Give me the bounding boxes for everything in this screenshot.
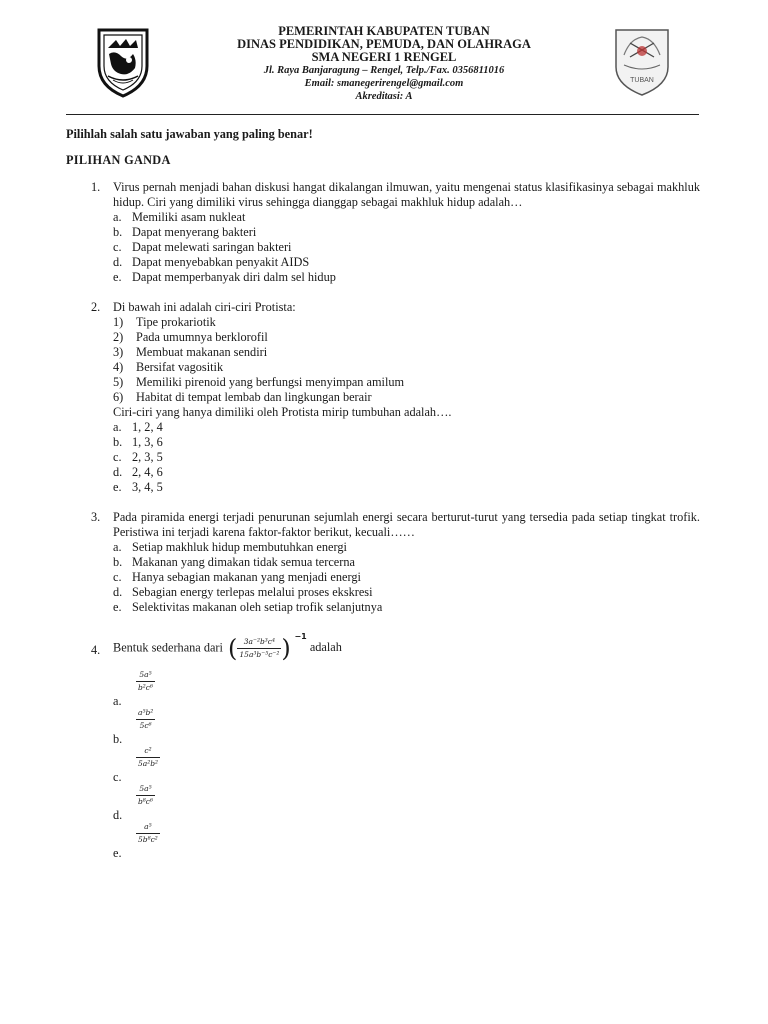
option-letter: c. (113, 770, 122, 784)
list-number: 3) (113, 345, 124, 359)
paren-close: ) (281, 634, 291, 663)
fraction-denominator: 15a³b⁻⁵c⁻² (239, 650, 280, 659)
list-item (113, 375, 700, 390)
letterhead (0, 0, 768, 118)
option-letter: b. (113, 435, 123, 449)
regency-emblem-icon (93, 26, 153, 98)
option-a (113, 210, 700, 225)
option-text: Sebagian energy terlepas melalui proses ekskresi (132, 585, 373, 599)
fraction-numerator: 3a⁻²b³c⁴ (237, 637, 281, 649)
option-letter: a. (113, 540, 122, 554)
option-fraction (136, 784, 155, 807)
fraction-numerator: 5a⁵ (136, 784, 155, 796)
question-number: 2. (91, 300, 101, 314)
question-stem: Virus pernah menjadi bahan diskusi hangat dikalangan ilmuwan, yaitu mengenai status klasifikasinya sebagai makhluk hidup. Ciri yang dimiliki virus sehingga dianggap sebagai makhluk hidup adalah… (113, 180, 700, 209)
option-fraction (136, 670, 155, 693)
question-number: 1. (91, 180, 101, 194)
school-emblem-icon (610, 27, 674, 97)
list-item (113, 390, 700, 405)
option-letter: d. (113, 585, 123, 599)
fraction-denominator: 5b⁸c² (138, 835, 158, 844)
list-number: 2) (113, 330, 124, 344)
option-a (113, 420, 700, 435)
question-2 (66, 300, 700, 495)
option-letter: a. (113, 210, 122, 224)
option-c (113, 570, 700, 585)
option-e (113, 600, 700, 615)
option-c (113, 746, 700, 784)
section-title: PILIHAN GANDA (66, 153, 171, 167)
option-letter: b. (113, 555, 123, 569)
option-text: Setiap makhluk hidup membutuhkan energi (132, 540, 347, 554)
question-number: 4. (91, 643, 101, 657)
option-text: Dapat menyerang bakteri (132, 225, 257, 239)
question-4 (66, 632, 700, 860)
list-text: Tipe prokariotik (136, 315, 216, 329)
list-item (113, 315, 700, 330)
fraction-denominator: 5c⁶ (139, 721, 152, 730)
option-e (113, 270, 700, 285)
option-e (113, 480, 700, 495)
question-1 (66, 180, 700, 285)
option-text: Hanya sebagian makanan yang menjadi energi (132, 570, 361, 584)
option-text: Dapat memperbanyak diri dalm sel hidup (132, 270, 336, 284)
question-3 (66, 510, 700, 615)
option-b (113, 435, 700, 450)
accreditation: Akreditasi: A (355, 91, 413, 102)
option-letter: c. (113, 450, 122, 464)
option-text: 2, 3, 5 (132, 450, 163, 464)
option-text: 1, 2, 4 (132, 420, 163, 434)
question-stem: Di bawah ini adalah ciri-ciri Protista: (113, 300, 296, 314)
question-prompt: Ciri-ciri yang hanya dimiliki oleh Protista mirip tumbuhan adalah…. (113, 405, 452, 419)
government-name: PEMERINTAH KABUPATEN TUBAN (278, 24, 490, 38)
list-number: 5) (113, 375, 124, 389)
option-letter: a. (113, 694, 122, 708)
option-letter: a. (113, 420, 122, 434)
option-a (113, 670, 700, 708)
question-stem: Pada piramida energi terjadi penurunan sejumlah energi secara berturut-turut yang tersedia pada setiap tingkat trofik. Peristiwa ini terjadi karena faktor-faktor berikut, kecuali…… (113, 510, 700, 539)
list-text: Habitat di tempat lembab dan lingkungan berair (136, 390, 372, 404)
option-letter: b. (113, 732, 123, 746)
option-text: Selektivitas makanan oleh setiap trofik selanjutnya (132, 600, 383, 614)
list-text: Bersifat vagositik (136, 360, 224, 374)
fraction-numerator: a⁵ (136, 822, 160, 834)
fraction-denominator: b²c⁶ (138, 683, 154, 692)
option-fraction (136, 708, 155, 731)
exam-content (66, 126, 700, 860)
list-number: 6) (113, 390, 124, 404)
option-letter: d. (113, 255, 123, 269)
expression-fraction (237, 637, 281, 660)
department-name: DINAS PENDIDIKAN, PEMUDA, DAN OLAHRAGA (237, 37, 531, 51)
fraction-denominator: b⁸c⁶ (138, 797, 154, 806)
list-item (113, 360, 700, 375)
option-text: Dapat menyebabkan penyakit AIDS (132, 255, 310, 269)
list-number: 1) (113, 315, 124, 329)
option-letter: b. (113, 225, 123, 239)
option-e (113, 822, 700, 860)
option-letter: d. (113, 808, 123, 822)
option-fraction (136, 746, 160, 769)
fraction-denominator: 5a²b² (138, 759, 159, 768)
letterhead-divider (66, 114, 699, 115)
emblem-text: TUBAN (630, 77, 654, 84)
list-item (113, 330, 700, 345)
list-number: 4) (113, 360, 124, 374)
option-letter: c. (113, 240, 122, 254)
option-c (113, 450, 700, 465)
letterhead-text (180, 25, 588, 103)
option-b (113, 555, 700, 570)
school-name: SMA NEGERI 1 RENGEL (311, 50, 457, 64)
instruction: Pilihlah salah satu jawaban yang paling benar! (66, 127, 313, 141)
option-letter: e. (113, 270, 122, 284)
option-b (113, 225, 700, 240)
fraction-numerator: a⁵b² (136, 708, 155, 720)
option-text: Makanan yang dimakan tidak semua tercerna (132, 555, 355, 569)
option-text: 2, 4, 6 (132, 465, 163, 479)
school-address: Jl. Raya Banjaragung – Rengel, Telp./Fax. 0356811016 (263, 65, 505, 76)
option-letter: e. (113, 480, 122, 494)
option-b (113, 708, 700, 746)
list-text: Membuat makanan sendiri (136, 345, 268, 359)
option-d (113, 585, 700, 600)
option-c (113, 240, 700, 255)
option-text: Dapat melewati saringan bakteri (132, 240, 292, 254)
option-letter: c. (113, 570, 122, 584)
list-text: Memiliki pirenoid yang berfungsi menyimpan amilum (136, 375, 405, 389)
option-letter: d. (113, 465, 123, 479)
option-a (113, 540, 700, 555)
option-text: 3, 4, 5 (132, 480, 163, 494)
option-letter: e. (113, 600, 122, 614)
option-text: 1, 3, 6 (132, 435, 163, 449)
fraction-numerator: c² (136, 746, 160, 758)
stem-before: Bentuk sederhana dari (113, 640, 223, 655)
option-fraction (136, 822, 160, 845)
option-text: Memiliki asam nukleat (132, 210, 246, 224)
option-d (113, 255, 700, 270)
expression (228, 632, 307, 663)
list-item (113, 345, 700, 360)
list-text: Pada umumnya berklorofil (136, 330, 268, 344)
school-email: Email: smanegerirengel@gmail.com (304, 78, 464, 89)
question-number: 3. (91, 510, 101, 524)
option-letter: e. (113, 846, 122, 860)
question-stem (113, 632, 700, 663)
stem-after: adalah (309, 640, 342, 655)
option-d (113, 465, 700, 480)
fraction-numerator: 5a⁵ (136, 670, 155, 682)
expression-exponent: −1 (294, 632, 307, 641)
option-d (113, 784, 700, 822)
paren-open: ( (228, 634, 238, 663)
